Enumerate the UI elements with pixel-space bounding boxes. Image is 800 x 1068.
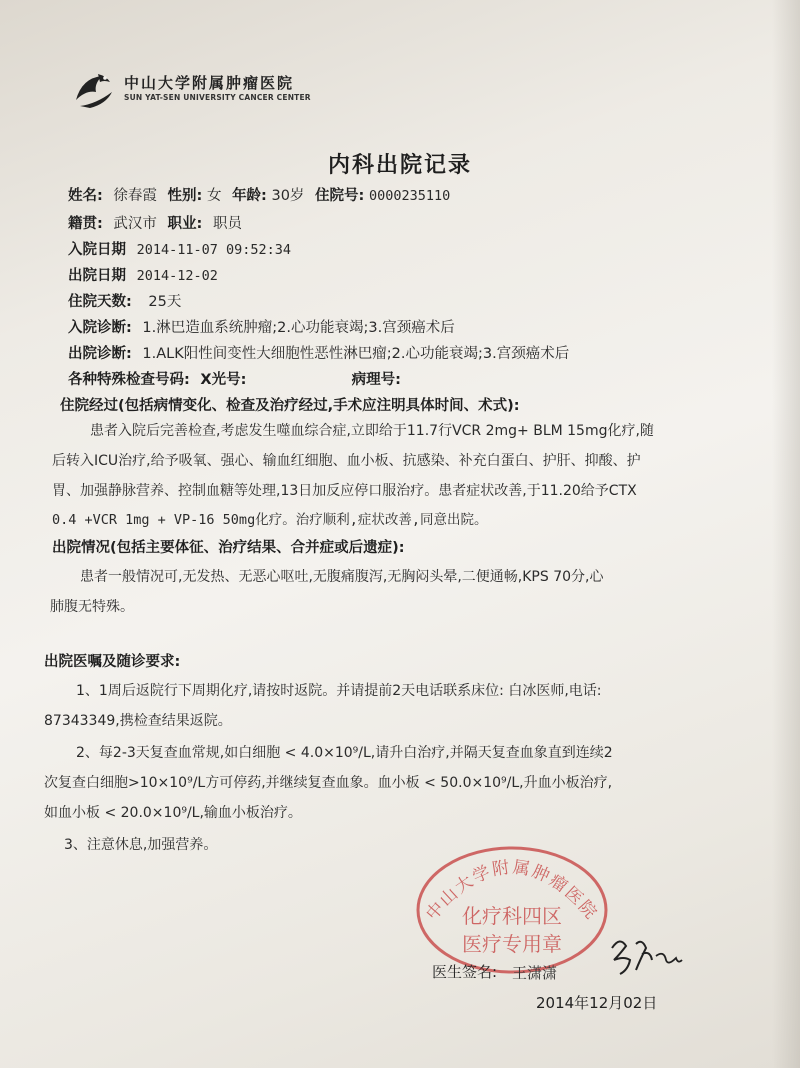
admission-no: 0000235110 <box>368 188 451 204</box>
signature-date: 2014年12月02日 <box>536 994 658 1012</box>
special-exam-label: 各种特殊检查号码: <box>68 372 190 388</box>
discharge-status-line-1: 患者一般情况可,无发热、无恶心呕吐,无腹痛腹泻,无胸闷头晕,二便通畅,KPS 70分,心 <box>80 569 604 585</box>
hospital-emblem-icon <box>72 70 118 110</box>
patient-row-origin <box>68 212 242 233</box>
course-line-2: 后转入ICU治疗,给予吸氧、强心、输血红细胞、血小板、抗感染、补充白蛋白、护肝、抑酸、护 <box>52 453 641 469</box>
patient-sex: 女 <box>206 188 222 204</box>
xray-label: X光号: <box>200 372 247 388</box>
stamp-line-1: 化疗科四区 <box>462 904 562 928</box>
course-heading: 住院经过(包括病情变化、检查及治疗经过,手术应注明具体时间、术式): <box>60 398 520 414</box>
patient-row-name <box>68 184 450 205</box>
doctor-signature-label: 医生签名: <box>432 963 498 981</box>
discharge-diag: 1.ALK阳性间变性大细胞性恶性淋巴瘤;2.心功能衰竭;3.宫颈癌术后 <box>142 346 570 362</box>
handwritten-signature <box>606 930 686 980</box>
order-3: 3、注意休息,加强营养。 <box>64 837 218 853</box>
order-1-line-2: 87343349,携检查结果返院。 <box>44 713 232 729</box>
admit-diag-label: 入院诊断: <box>68 320 132 336</box>
admit-date: 2014-11-07 09:52:34 <box>136 242 292 258</box>
admission-no-label: 住院号: <box>315 188 365 204</box>
course-line-1: 患者入院后完善检查,考虑发生噬血综合症,立即给于11.7行VCR 2mg+ BLM 15mg化疗,随 <box>90 423 654 439</box>
patient-row-admit-diag <box>68 316 455 337</box>
admit-diag: 1.淋巴造血系统肿瘤;2.心功能衰竭;3.宫颈癌术后 <box>142 320 455 336</box>
origin-label: 籍贯: <box>68 216 103 232</box>
course-line-3: 胃、加强静脉营养、控制血糖等处理,13日加反应停口服治疗。患者症状改善,于11.20给予CTX <box>52 483 637 499</box>
discharge-date: 2014-12-02 <box>136 268 218 284</box>
patient-job: 职员 <box>212 216 242 232</box>
order-1-line-1: 1、1周后返院行下周期化疗,请按时返院。并请提前2天电话联系床位: 白冰医师,电话: <box>76 683 602 699</box>
patient-age: 30岁 <box>271 188 305 204</box>
stamp-line-2: 医疗专用章 <box>462 932 562 956</box>
sex-label: 性别: <box>167 188 203 204</box>
job-label: 职业: <box>167 216 203 232</box>
admit-date-label: 入院日期 <box>68 242 126 258</box>
patient-name: 徐春霞 <box>113 188 157 204</box>
discharge-diag-label: 出院诊断: <box>68 346 132 362</box>
hospital-logo <box>72 70 312 110</box>
discharge-status-line-2: 肺腹无特殊。 <box>50 599 134 615</box>
order-2-line-1: 2、每2-3天复查血常规,如白细胞 < 4.0×10⁹/L,请升白治疗,并隔天复查血象直到连续2 <box>76 745 613 761</box>
stamp-outer-text: 中山大学附属肿瘤医院 <box>422 857 602 925</box>
document-title: 内科出院记录 <box>327 153 472 178</box>
patient-row-discharge-date <box>68 264 218 285</box>
hospital-name-cn: 中山大学附属肿瘤医院 <box>124 74 295 92</box>
doctor-name: 王潇潇 <box>512 964 558 982</box>
patient-row-discharge-diag <box>68 342 569 363</box>
hospital-name-en: SUN YAT-SEN UNIVERSITY CANCER CENTER <box>124 93 311 102</box>
discharge-status-heading: 出院情况(包括主要体征、治疗结果、合并症或后遗症): <box>52 540 405 556</box>
patient-row-admit-date <box>68 238 291 259</box>
order-2-line-2: 次复查白细胞>10×10⁹/L方可停药,并继续复查血象。血小板 < 50.0×10⁹/L,升血小板治疗, <box>44 775 613 791</box>
patient-row-stay-days <box>68 290 181 311</box>
order-2-line-3: 如血小板 < 20.0×10⁹/L,输血小板治疗。 <box>44 805 302 821</box>
patient-row-special-exam <box>68 368 401 389</box>
hospital-seal-stamp <box>412 843 612 978</box>
stay-days-label: 住院天数: <box>68 294 132 310</box>
patient-origin: 武汉市 <box>113 216 157 232</box>
stay-days: 25天 <box>148 294 182 310</box>
course-line-4: 0.4 +VCR 1mg + VP-16 50mg化疗。治疗顺利,症状改善,同意出院。 <box>52 512 488 528</box>
orders-heading: 出院医嘱及随诊要求: <box>44 654 181 670</box>
pathology-label: 病理号: <box>351 372 401 388</box>
name-label: 姓名: <box>68 188 103 204</box>
discharge-date-label: 出院日期 <box>68 268 126 284</box>
age-label: 年龄: <box>232 188 267 204</box>
